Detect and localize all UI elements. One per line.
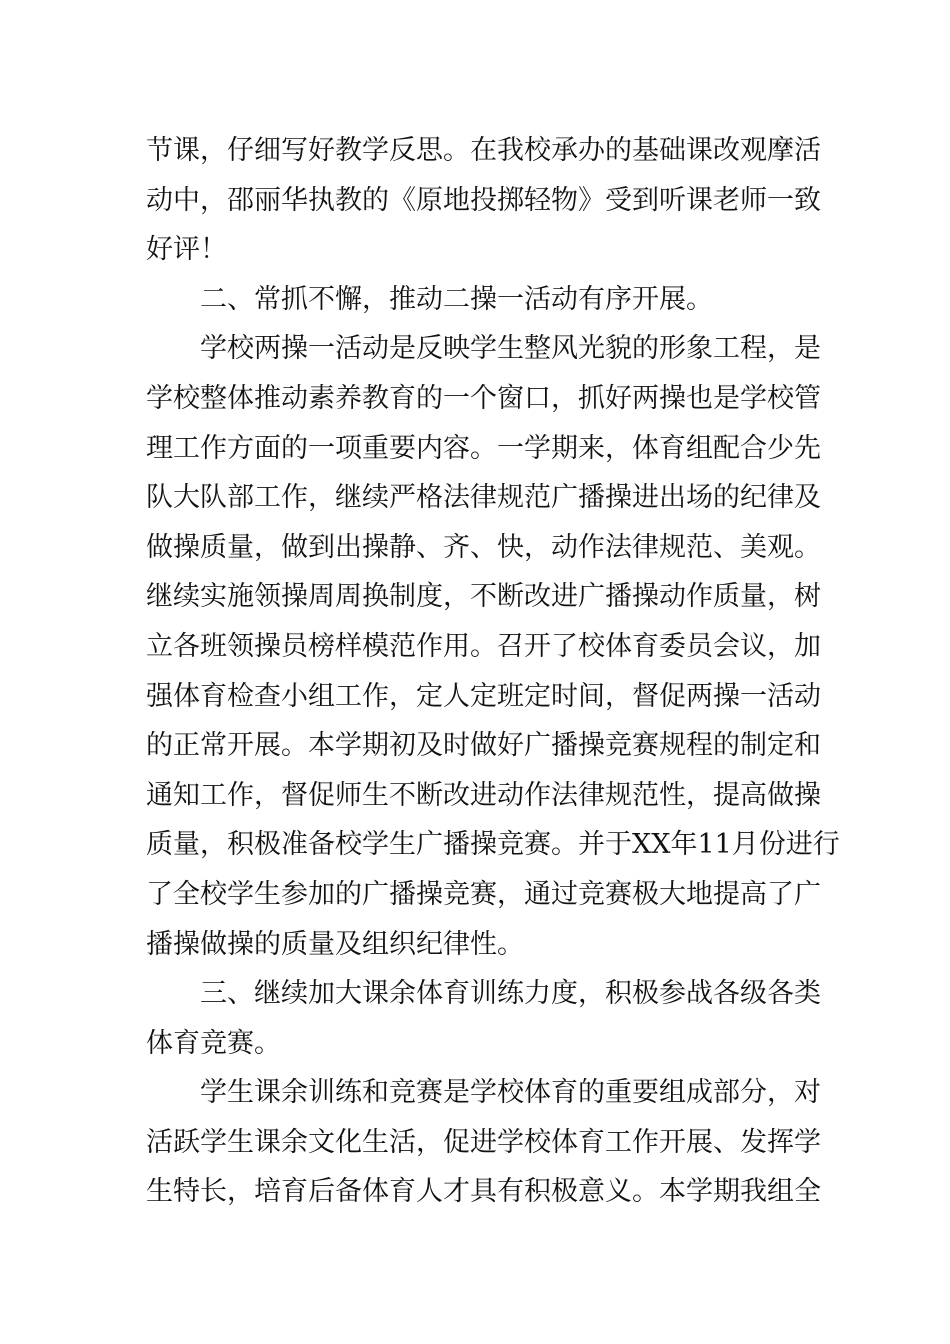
text-line: 通知工作，督促师生不断改进动作法律规范性，提高做操 — [146, 779, 821, 811]
text-line: 队大队部工作，继续严格法律规范广播操进出场的纪律及 — [146, 482, 821, 514]
text-line: 生特长，培育后备体育人才具有积极意义。本学期我组全 — [146, 1176, 821, 1208]
text-line: 的正常开展。本学期初及时做好广播操竞赛规程的制定和 — [146, 730, 821, 762]
text-line: 播操做操的质量及组织纪律性。 — [146, 928, 524, 960]
text-line: 学校整体推动素养教育的一个窗口，抓好两操也是学校管 — [146, 382, 821, 414]
text-line: 学生课余训练和竞赛是学校体育的重要组成部分，对 — [200, 1077, 821, 1109]
text-line: 节课，仔细写好教学反思。在我校承办的基础课改观摩活 — [146, 135, 821, 166]
document-body — [146, 126, 840, 1217]
text-line: 好评！ — [146, 234, 227, 266]
text-line: 强体育检查小组工作，定人定班定时间，督促两操一活动 — [146, 680, 821, 712]
text-line: 质量，积极准备校学生广播操竞赛。并于XX年11月份进行 — [146, 829, 840, 861]
text-line: 做操质量，做到出操静、齐、快，动作法律规范、美观。 — [146, 531, 821, 563]
text-line: 继续实施领操周周换制度，不断改进广播操动作质量，树 — [146, 581, 821, 613]
text-line: 了全校学生参加的广播操竞赛，通过竞赛极大地提高了广 — [146, 878, 821, 910]
text-line: 动中，邵丽华执教的《原地投掷轻物》受到听课老师一致 — [146, 184, 821, 216]
section-heading: 三、继续加大课余体育训练力度，积极参战各级各类 — [200, 978, 821, 1010]
section-heading-continued: 体育竞赛。 — [146, 1027, 281, 1059]
section-heading: 二、常抓不懈，推动二操一活动有序开展。 — [200, 283, 713, 315]
text-line: 理工作方面的一项重要内容。一学期来，体育组配合少先 — [146, 432, 821, 464]
text-line: 活跃学生课余文化生活，促进学校体育工作开展、发挥学 — [146, 1126, 821, 1158]
text-line: 立各班领操员榜样模范作用。召开了校体育委员会议，加 — [146, 630, 821, 662]
text-line: 学校两操一活动是反映学生整风光貌的形象工程，是 — [200, 333, 821, 365]
